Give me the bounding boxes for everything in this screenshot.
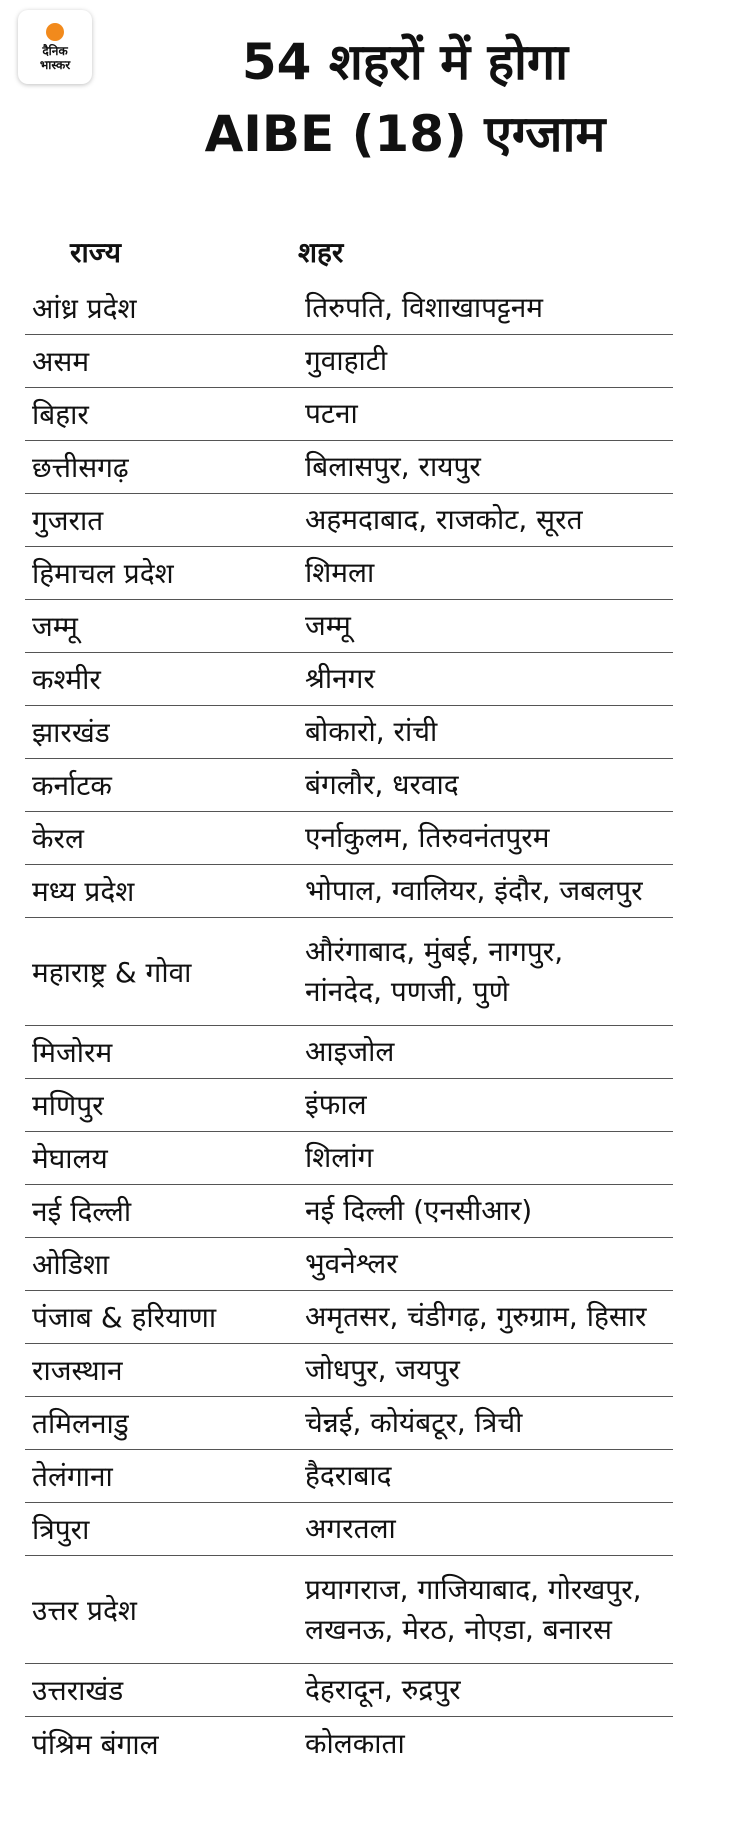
city-cell: आइजोल [305,1035,395,1068]
state-cell: मिजोरम [32,1036,113,1069]
table-row [25,494,673,547]
table-row [25,1344,673,1397]
state-cell: झारखंड [32,716,110,749]
city-line-1: औरंगाबाद, मुंबई, नागपुर, [305,934,564,968]
state-cell: गुजरात [32,504,104,537]
state-cell: ओडिशा [32,1248,110,1281]
table-row [25,1291,673,1344]
state-cell: केरल [32,822,84,855]
city-line-2: लखनऊ, मेरठ, नोएडा, बनारस [305,1612,612,1646]
state-cell: कश्मीर [32,663,101,696]
title-line-2: AIBE (18) एग्जाम [204,105,606,163]
table-row [25,812,673,865]
table-row [25,547,673,600]
state-cell: तमिलनाडु [32,1407,129,1440]
table-row [25,1132,673,1185]
table-row [25,653,673,706]
city-cell: इंफाल [305,1088,367,1121]
state-cell: राजस्थान [32,1354,123,1387]
city-cell: अहमदाबाद, राजकोट, सूरत [305,503,583,536]
state-cell: हिमाचल प्रदेश [32,557,174,590]
state-column-header: राज्य [70,236,121,269]
table-row [25,918,673,1026]
city-cell: शिमला [305,556,375,589]
state-cell: त्रिपुरा [32,1513,90,1546]
table-row [25,1397,673,1450]
table-row [25,600,673,653]
table-row [25,335,673,388]
city-column-header: शहर [298,236,344,269]
city-cell: देहरादून, रुद्रपुर [305,1673,461,1706]
city-cell: बोकारो, रांची [305,715,438,748]
logo-line-2: भास्कर [39,57,71,72]
state-cell: पंश्रिम बंगाल [32,1727,159,1761]
city-cell [305,932,673,1012]
city-cell: नई दिल्ली (एनसीआर) [305,1194,533,1227]
city-cell: भोपाल, ग्वालियर, इंदौर, जबलपुर [305,874,643,907]
page-title [100,26,710,170]
state-cell: मेघालय [32,1142,108,1175]
table-row [25,706,673,759]
city-cell: एर्नाकुलम, तिरुवनंतपुरम [305,821,550,854]
city-cell: तिरुपति, विशाखापट्टनम [305,291,544,324]
table-row [25,1026,673,1079]
city-cell: गुवाहाटी [305,344,388,377]
exam-cities-table [25,282,673,1770]
state-cell: उत्तर प्रदेश [32,1593,137,1627]
city-line-1: प्रयागराज, गाजियाबाद, गोरखपुर, [305,1572,642,1606]
city-cell: शिलांग [305,1141,374,1174]
table-row [25,1079,673,1132]
title-line-1: 54 शहरों में होगा [241,33,569,91]
state-cell: नई दिल्ली [32,1195,132,1228]
city-cell: अगरतला [305,1512,396,1545]
state-cell: बिहार [32,398,89,431]
table-row [25,759,673,812]
state-cell: आंध्र प्रदेश [32,292,137,325]
state-cell: मणिपुर [32,1089,104,1122]
city-cell: चेन्नई, कोयंबटूर, त्रिची [305,1406,523,1439]
state-cell: छत्तीसगढ़ [32,451,129,484]
table-row [25,1503,673,1556]
state-cell: मध्य प्रदेश [32,875,135,908]
city-cell: कोलकाता [305,1726,405,1760]
city-cell: श्रीनगर [305,662,375,695]
state-cell: कर्नाटक [32,769,112,802]
state-cell: तेलंगाना [32,1460,113,1493]
city-line-2: नांनदेद, पणजी, पुणे [305,974,509,1008]
table-row [25,388,673,441]
city-cell: हैदराबाद [305,1459,392,1492]
state-cell: असम [32,345,90,378]
table-row [25,1185,673,1238]
table-row [25,441,673,494]
sun-icon [46,23,64,41]
city-cell: पटना [305,397,358,430]
table-row [25,865,673,918]
city-cell: अमृतसर, चंडीगढ़, गुरुग्राम, हिसार [305,1300,647,1333]
table-row [25,1450,673,1503]
table-row [25,1717,673,1770]
table-row [25,282,673,335]
dainik-bhaskar-logo [18,10,92,84]
table-row [25,1238,673,1291]
city-cell: जम्मू [305,609,351,642]
state-cell: उत्तराखंड [32,1674,124,1707]
state-cell: महाराष्ट्र & गोवा [32,955,192,989]
city-cell: बंगलौर, धरवाद [305,768,459,801]
city-cell: बिलासपुर, रायपुर [305,450,481,483]
city-cell: भुवनेश्लर [305,1247,398,1280]
state-cell: जम्मू [32,610,78,643]
city-cell [305,1570,673,1650]
table-row [25,1556,673,1664]
state-cell: पंजाब & हरियाणा [32,1301,217,1334]
city-cell: जोधपुर, जयपुर [305,1353,460,1386]
logo-line-1: दैनिक [42,43,68,58]
table-header [0,225,730,275]
table-row [25,1664,673,1717]
